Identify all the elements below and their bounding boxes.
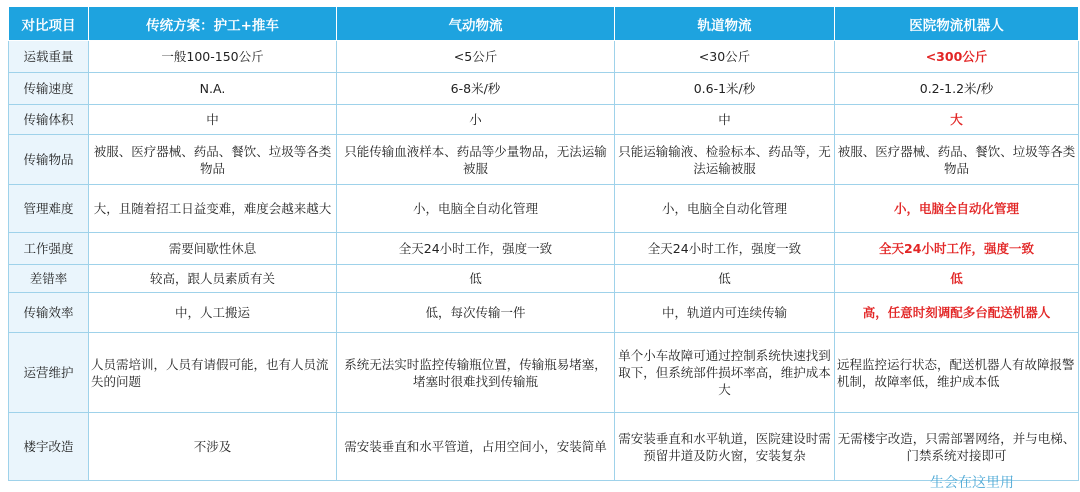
table-cell: <5公斤 — [337, 41, 615, 73]
table-row — [9, 265, 1079, 293]
table-cell: 低，每次传输一件 — [337, 293, 615, 333]
table-cell: 中 — [615, 105, 835, 135]
table-row — [9, 185, 1079, 233]
table-cell: 人员需培训，人员有请假可能，也有人员流失的问题 — [89, 333, 337, 413]
table-cell-highlight: 低 — [835, 265, 1079, 293]
row-label: 运营维护 — [9, 333, 89, 413]
table-cell: <30公斤 — [615, 41, 835, 73]
table-cell: 小 — [337, 105, 615, 135]
row-label: 传输速度 — [9, 73, 89, 105]
table-cell: 单个小车故障可通过控制系统快速找到取下，但系统部件损坏率高，维护成本大 — [615, 333, 835, 413]
table-cell-highlight: 小，电脑全自动化管理 — [835, 185, 1079, 233]
header-row — [9, 7, 1079, 41]
table-cell: 较高，跟人员素质有关 — [89, 265, 337, 293]
table-cell: 被服、医疗器械、药品、餐饮、垃圾等各类物品 — [89, 135, 337, 185]
table-cell: 只能传输血液样本、药品等少量物品，无法运输被服 — [337, 135, 615, 185]
table-cell: 6-8米/秒 — [337, 73, 615, 105]
table-cell: 中，人工搬运 — [89, 293, 337, 333]
row-label: 运载重量 — [9, 41, 89, 73]
table-cell-highlight: 大 — [835, 105, 1079, 135]
row-label: 传输物品 — [9, 135, 89, 185]
table-cell: 大，且随着招工日益变难，难度会越来越大 — [89, 185, 337, 233]
table-cell: 需安装垂直和水平管道，占用空间小，安装简单 — [337, 413, 615, 481]
table-cell: 低 — [615, 265, 835, 293]
table-cell-highlight: 全天24小时工作，强度一致 — [835, 233, 1079, 265]
table-cell: 低 — [337, 265, 615, 293]
table-cell: 小，电脑全自动化管理 — [615, 185, 835, 233]
table-cell: 全天24小时工作，强度一致 — [337, 233, 615, 265]
table-row — [9, 73, 1079, 105]
table-cell-highlight: 高，任意时刻调配多台配送机器人 — [835, 293, 1079, 333]
table-cell: 一般100-150公斤 — [89, 41, 337, 73]
comparison-table — [8, 6, 1079, 481]
table-cell: 中 — [89, 105, 337, 135]
table-row — [9, 333, 1079, 413]
table-cell: 不涉及 — [89, 413, 337, 481]
row-label: 楼宇改造 — [9, 413, 89, 481]
table-cell: 0.2-1.2米/秒 — [835, 73, 1079, 105]
table-cell: 0.6-1米/秒 — [615, 73, 835, 105]
table-cell: 远程监控运行状态，配送机器人有故障报警机制，故障率低，维护成本低 — [835, 333, 1079, 413]
table-cell: 系统无法实时监控传输瓶位置，传输瓶易堵塞，堵塞时很难找到传输瓶 — [337, 333, 615, 413]
table-row — [9, 105, 1079, 135]
table-cell: 只能运输输液、检验标本、药品等，无法运输被服 — [615, 135, 835, 185]
header-item: 对比项目 — [9, 7, 89, 41]
header-pneumatic: 气动物流 — [337, 7, 615, 41]
table-cell: N.A. — [89, 73, 337, 105]
row-label: 工作强度 — [9, 233, 89, 265]
header-track: 轨道物流 — [615, 7, 835, 41]
watermark-caption: 生会在这里用 — [930, 475, 1014, 491]
table-row — [9, 41, 1079, 73]
row-label: 差错率 — [9, 265, 89, 293]
table-cell: 中，轨道内可连续传输 — [615, 293, 835, 333]
header-robot: 医院物流机器人 — [835, 7, 1079, 41]
table-row — [9, 413, 1079, 481]
row-label: 管理难度 — [9, 185, 89, 233]
row-label: 传输体积 — [9, 105, 89, 135]
table-cell: 全天24小时工作，强度一致 — [615, 233, 835, 265]
table-row — [9, 293, 1079, 333]
table-cell: 需安装垂直和水平轨道，医院建设时需预留井道及防火窗，安装复杂 — [615, 413, 835, 481]
table-cell: 小，电脑全自动化管理 — [337, 185, 615, 233]
table-cell-highlight: <300公斤 — [835, 41, 1079, 73]
table-row — [9, 135, 1079, 185]
table-cell: 被服、医疗器械、药品、餐饮、垃圾等各类物品 — [835, 135, 1079, 185]
row-label: 传输效率 — [9, 293, 89, 333]
header-traditional: 传统方案：护工+推车 — [89, 7, 337, 41]
table-cell: 需要间歇性休息 — [89, 233, 337, 265]
table-cell: 无需楼宇改造，只需部署网络，并与电梯、门禁系统对接即可 — [835, 413, 1079, 481]
table-row — [9, 233, 1079, 265]
